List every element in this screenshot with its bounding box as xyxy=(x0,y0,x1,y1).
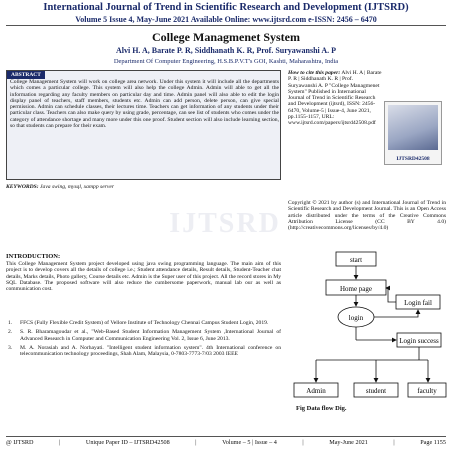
introduction-text: This College Management System project developed using java swing programming language. The main aim of this project is to develop covers all the details of college i.e.; Student attendance details, Result details, Student-Teacher chat details, Marks details, Photo gallery, Course details etc. Admin is the Super user of this project. All the record stores in My SQL Database. The proposed software will also reduce the cumbersome paperwork, manual lab our as well as communication cost. xyxy=(6,261,281,293)
journal-volume-line: Volume 5 Issue 4, May-June 2021 Available Online: www.ijtsrd.com e-ISSN: 2456 – 6470 xyxy=(75,15,377,24)
reference-text: FFCS (Fully Flexible Credit System) of Vellore Institute of Technology Chennai Campus Student Login, 2019. xyxy=(20,320,269,326)
flow-node-faculty-label: faculty xyxy=(417,387,437,395)
reference-text: S. R. Bharamagoudar et al., "Web-Based Student Information Management System ,International Journal of Advanced Research in Computer and Communication Engineering Vol. 2, Issue 6, June 2013. xyxy=(20,329,281,342)
abstract-label: ABSTRACT xyxy=(7,71,45,79)
introduction-heading: INTRODUCTION: xyxy=(6,253,61,260)
reference-item xyxy=(6,320,281,326)
keywords xyxy=(6,184,281,190)
paper-authors: Alvi H. A, Barate P. R, Siddhanath K. R, Prof. Suryawanshi A. P xyxy=(115,46,337,55)
keywords-label: KEYWORDS: xyxy=(6,184,39,190)
abstract-text: College Management System will work on college area network. Under this system it will include all the departments which comes a particular college. This system will also help the college Admin. Admin will able to get all the information regarding any faculty members on particular day and time. Admin panel will also able to edit the login display panel of teachers, staff members, students etc. Admin can add person, delete person, can give special permission. Admin can schedule classes, their lectures time. Teachers can get information of any students under their particular class. Teachers can also make query by using grade, percentage, can see list of students who comes under the category of attendance shortage and many more under this one proof. Student section will also include learning section, so that students can prepare for their exam. xyxy=(10,79,279,130)
reference-item xyxy=(6,329,281,342)
header-divider xyxy=(6,25,446,26)
footer-divider xyxy=(6,436,446,437)
keywords-text: Java swing, mysql, xampp server xyxy=(40,184,114,190)
abstract-section xyxy=(6,70,281,180)
flow-node-student-label: student xyxy=(365,387,387,395)
reference-number: 3. xyxy=(8,344,13,351)
citation-label: How to cite this paper: xyxy=(288,70,341,76)
journal-name: International Journal of Trend in Scientific Research and Development (IJTSRD) xyxy=(43,2,409,13)
flow-arrow-fail xyxy=(374,310,418,317)
citation-block xyxy=(288,70,382,127)
page-footer: @ IJTSRD | Unique Paper ID – IJTSRD42508 | Volume – 5 | Issue – 4 | May-June 2021 | Page 1155 xyxy=(6,439,446,446)
reference-number: 2. xyxy=(8,329,13,336)
copyright-notice: Copyright © 2021 by author (s) and International Journal of Trend in Scientific Research and Development Journal. This is an Open Access article distributed under the terms of the Creative Commons Attribution License (CC BY 4.0) (http://creativecommons.org/licenses/by/4.0) xyxy=(288,200,446,232)
flow-node-admin-label: Admin xyxy=(306,387,326,395)
reference-text: M. A. Norasiah and A. Norhayati. "Intelligent student information system". 4th International conference on telecommunication technology proceedings, Shah Alam, Malaysia, 0-7803-7773-7/03 2003 IEEE xyxy=(20,344,281,358)
author-affiliation: Department Of Computer Engineering, H.S.B.P.V.T's GOI, Kashti, Maharashtra, India xyxy=(113,58,339,65)
figure-caption: Fig Data flow Dig. xyxy=(296,405,347,412)
footer-date: May-June 2021 xyxy=(329,439,368,446)
cover-paper-id: IJTSRD42508 xyxy=(396,156,430,162)
reference-list xyxy=(6,320,281,360)
flow-node-start-label: start xyxy=(349,256,363,264)
journal-watermark: IJTSRD xyxy=(169,208,281,239)
footer-paper-id: Unique Paper ID – IJTSRD42508 xyxy=(85,439,170,446)
flow-node-login-fail-label: Login fail xyxy=(404,299,432,307)
flow-node-login-label: login xyxy=(348,314,364,322)
footer-issue: Volume – 5 | Issue – 4 xyxy=(222,439,277,446)
journal-cover-image xyxy=(384,101,442,165)
paper-title: College Managmenet System xyxy=(152,30,300,44)
reference-item xyxy=(6,345,281,358)
cover-artwork xyxy=(388,105,438,150)
flow-arrow-retry xyxy=(386,288,396,302)
footer-page: Page 1155 xyxy=(420,439,446,446)
footer-site: @ IJTSRD xyxy=(6,439,34,446)
data-flow-diagram xyxy=(290,248,448,404)
flow-node-home-page-label: Home page xyxy=(339,285,373,293)
flow-node-login-success-label: Login success xyxy=(399,337,439,345)
citation-text: Alvi H. A | Barate P. R | Siddhanath K. R | Prof. Suryawanshi A. P "College Managmenet System" Published in International Journal of Trend in Scientific Research and Development (ijtsrd), ISSN: 2456-6470, Volume-5 | Issue-4, June 2021, pp.1155-1157, URL: www.ijtsrd.com/papers/ijtsrd42508.pdf xyxy=(288,70,382,127)
reference-number: 1. xyxy=(8,320,13,326)
